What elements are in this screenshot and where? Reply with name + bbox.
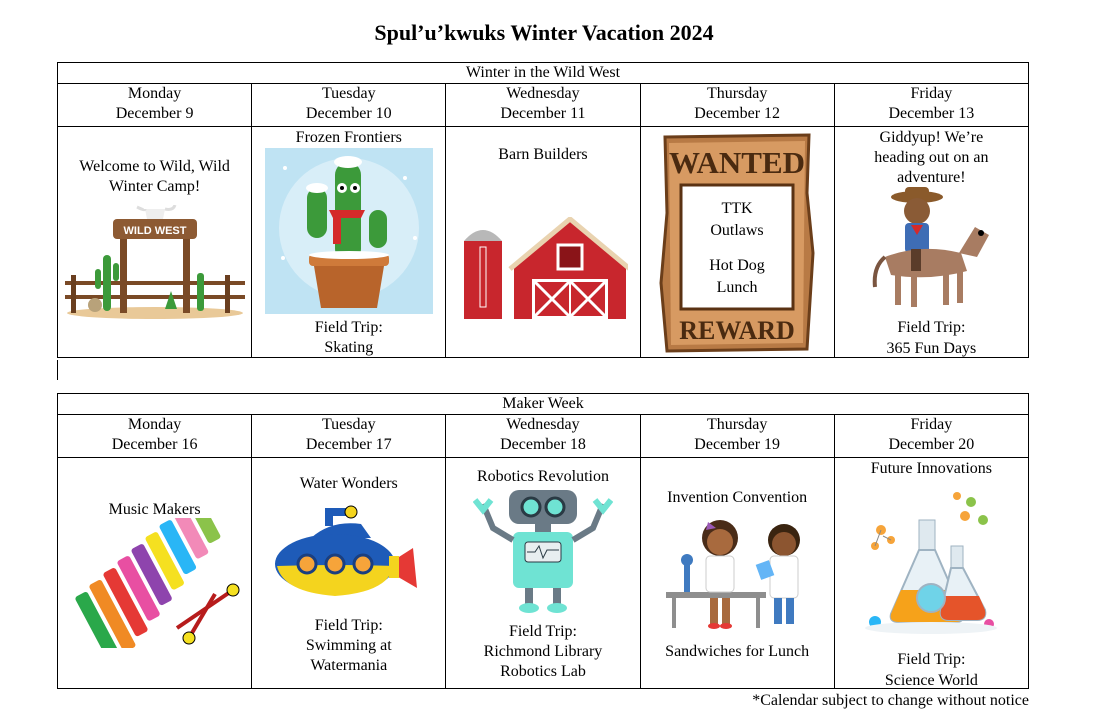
field-trip: Richmond Library Robotics Lab [483, 643, 603, 680]
day-header: Friday December 13 [834, 84, 1028, 127]
xylophone-image [58, 518, 251, 648]
poster-line: Hot Dog [709, 257, 765, 274]
field-trip-label: Field Trip: [508, 623, 577, 640]
activity-title: Giddyup! We’re heading out on an adventure! [874, 129, 989, 186]
activity-cell [640, 127, 834, 358]
sign-text: WILD WEST [123, 225, 187, 237]
field-trip-label: Field Trip: [314, 617, 383, 634]
activity-cell [58, 458, 252, 689]
cowboy-horse-image [835, 187, 1028, 311]
activity-title: Barn Builders [498, 146, 588, 163]
page-title: Spul’u’kwuks Winter Vacation 2024 [374, 20, 714, 45]
activity-cell [446, 458, 640, 689]
day-header: Monday December 16 [58, 415, 252, 458]
activity-cell [834, 458, 1028, 689]
week-2-calendar [57, 393, 1029, 689]
field-trip-label: Field Trip: [897, 651, 966, 668]
lunch-note: Sandwiches for Lunch [665, 643, 810, 660]
field-trip-label: Field Trip: [314, 319, 383, 336]
activity-title: Future Innovations [870, 460, 993, 477]
day-header: Tuesday December 10 [252, 84, 446, 127]
poster-line: Lunch [716, 279, 758, 296]
wanted-poster [641, 133, 834, 353]
field-trip: 365 Fun Days [886, 340, 977, 357]
wild-west-sign-image [58, 205, 251, 323]
day-header: Tuesday December 17 [252, 415, 446, 458]
barn-image [446, 217, 639, 321]
field-trip: Skating [324, 339, 374, 356]
day-header: Friday December 20 [834, 415, 1028, 458]
field-trip: Science World [884, 672, 978, 689]
cactus-snow-globe-image [252, 148, 445, 314]
footnote: *Calendar subject to change without notice [752, 692, 1029, 709]
activity-title: Music Makers [108, 501, 201, 518]
day-header: Wednesday December 11 [446, 84, 640, 127]
activity-title: Water Wonders [299, 475, 398, 492]
day-header: Monday December 9 [58, 84, 252, 127]
field-trip-label: Field Trip: [897, 319, 966, 336]
day-header: Wednesday December 18 [446, 415, 640, 458]
day-header: Thursday December 12 [640, 84, 834, 127]
poster-line: Outlaws [710, 222, 764, 239]
day-header: Thursday December 19 [640, 415, 834, 458]
activity-cell [834, 127, 1028, 358]
robot-image [446, 488, 639, 614]
activity-title: Robotics Revolution [476, 468, 609, 485]
activity-cell [252, 127, 446, 358]
activity-title: Welcome to Wild, Wild Winter Camp! [79, 158, 230, 195]
week-1-calendar [57, 62, 1029, 358]
activity-cell [446, 127, 640, 358]
activity-title: Invention Convention [667, 489, 808, 506]
submarine-image [252, 504, 445, 604]
activity-cell [640, 458, 834, 689]
week-theme: Winter in the Wild West [58, 63, 1029, 84]
divider [57, 360, 58, 380]
poster-header: WANTED [669, 145, 806, 180]
inventors-image [641, 514, 834, 632]
poster-footer: REWARD [679, 316, 795, 345]
poster-line: TTK [721, 200, 753, 217]
science-flasks-image [835, 486, 1028, 636]
activity-cell [252, 458, 446, 689]
activity-title: Frozen Frontiers [295, 129, 402, 146]
field-trip: Swimming at Watermania [305, 637, 392, 674]
week-theme: Maker Week [58, 394, 1029, 415]
activity-cell [58, 127, 252, 358]
